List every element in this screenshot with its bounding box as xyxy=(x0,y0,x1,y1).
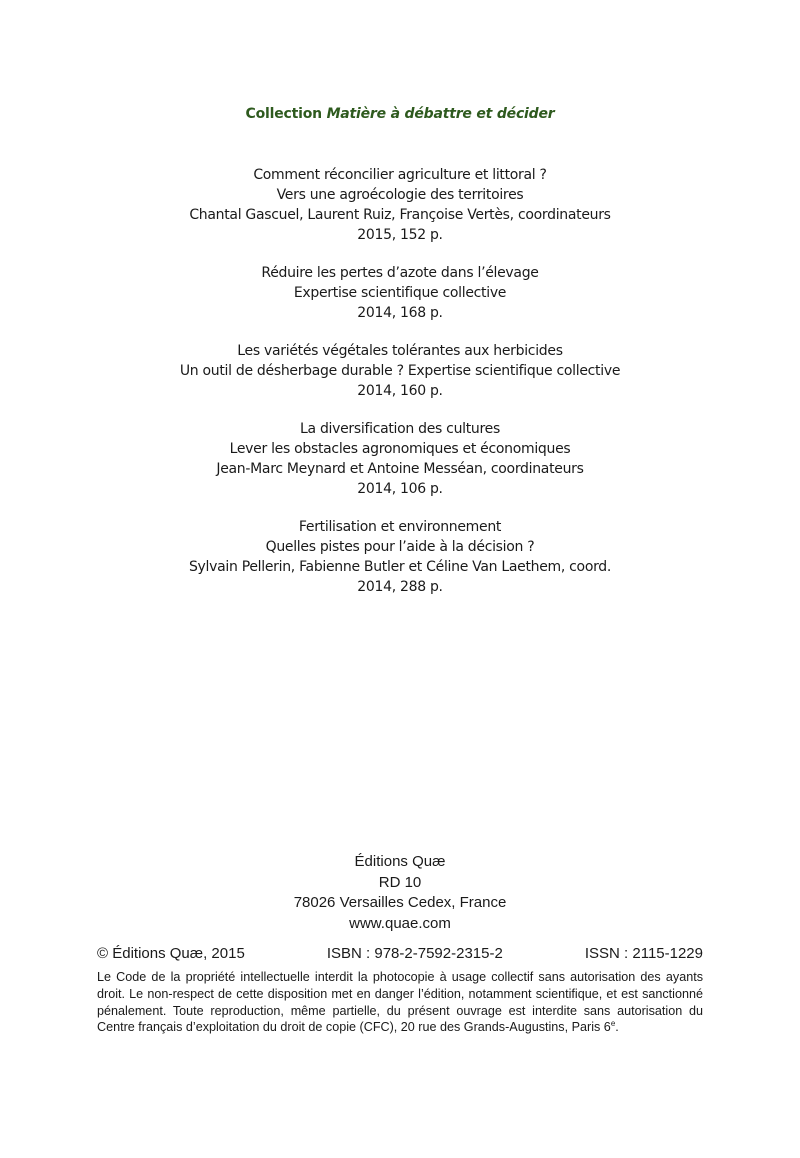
collection-prefix: Collection xyxy=(245,106,327,122)
book-authors: Chantal Gascuel, Laurent Ruiz, Françoise Vertès, coordinateurs xyxy=(189,207,611,223)
book-year-pages: 2014, 160 p. xyxy=(357,383,443,399)
legal-notice-superscript: e xyxy=(610,1019,616,1029)
legal-notice-text: Le Code de la propriété intellectuelle interdit la photocopie à usage collectif sans autorisation des ayants droit. Le non-respect de cette disposition met en danger l’édition, notamment scientifique, et est sanctionné pénalement. Toute reproduction, même partielle, du présent ouvrage est interdite sans autorisation du Centre français d’exploitation du droit de copie (CFC), 20 rue des Grands-Augustins, Paris 6 xyxy=(97,970,703,1035)
book-title: Comment réconcilier agriculture et littoral ? xyxy=(253,167,547,183)
book-entry xyxy=(0,165,800,245)
book-year-pages: 2014, 168 p. xyxy=(357,305,443,321)
collection-heading xyxy=(0,106,800,122)
book-entry xyxy=(0,263,800,323)
legal-notice xyxy=(97,969,703,1036)
book-title: Les variétés végétales tolérantes aux herbicides xyxy=(237,343,563,359)
publisher-road: RD 10 xyxy=(378,873,422,891)
publisher-city: 78026 Versailles Cedex, France xyxy=(293,894,507,911)
isbn-number: ISBN : 978-2-7592-2315-2 xyxy=(326,945,503,962)
book-year-pages: 2014, 288 p. xyxy=(357,579,443,595)
publisher-website: www.quae.com xyxy=(349,914,451,932)
book-title: Fertilisation et environnement xyxy=(298,519,502,535)
book-entry xyxy=(0,419,800,499)
issn-number: ISSN : 2115-1229 xyxy=(584,945,703,962)
book-subtitle: Expertise scientifique collective xyxy=(293,285,507,301)
legal-identifiers xyxy=(97,945,703,962)
publisher-name: Éditions Quæ xyxy=(354,853,446,870)
book-year-pages: 2014, 106 p. xyxy=(357,481,443,497)
book-title: La diversification des cultures xyxy=(300,421,500,437)
book-subtitle: Quelles pistes pour l’aide à la décision ? xyxy=(265,539,535,555)
book-authors: Sylvain Pellerin, Fabienne Butler et Céline Van Laethem, coord. xyxy=(188,559,612,575)
legal-notice-end: . xyxy=(615,1020,619,1035)
book-subtitle: Un outil de désherbage durable ? Expertise scientifique collective xyxy=(179,363,621,379)
copyright-notice: © Éditions Quæ, 2015 xyxy=(97,945,245,962)
book-title: Réduire les pertes d’azote dans l’élevage xyxy=(261,265,539,281)
publisher-address xyxy=(0,852,800,934)
book-entry xyxy=(0,341,800,401)
book-authors: Jean-Marc Meynard et Antoine Messéan, coordinateurs xyxy=(216,461,584,477)
book-entry xyxy=(0,517,800,597)
book-year-pages: 2015, 152 p. xyxy=(357,227,443,243)
book-list xyxy=(0,165,800,615)
book-subtitle: Lever les obstacles agronomiques et économiques xyxy=(229,441,571,457)
book-subtitle: Vers une agroécologie des territoires xyxy=(276,187,524,203)
collection-series-title: Matière à débattre et décider xyxy=(326,106,555,122)
